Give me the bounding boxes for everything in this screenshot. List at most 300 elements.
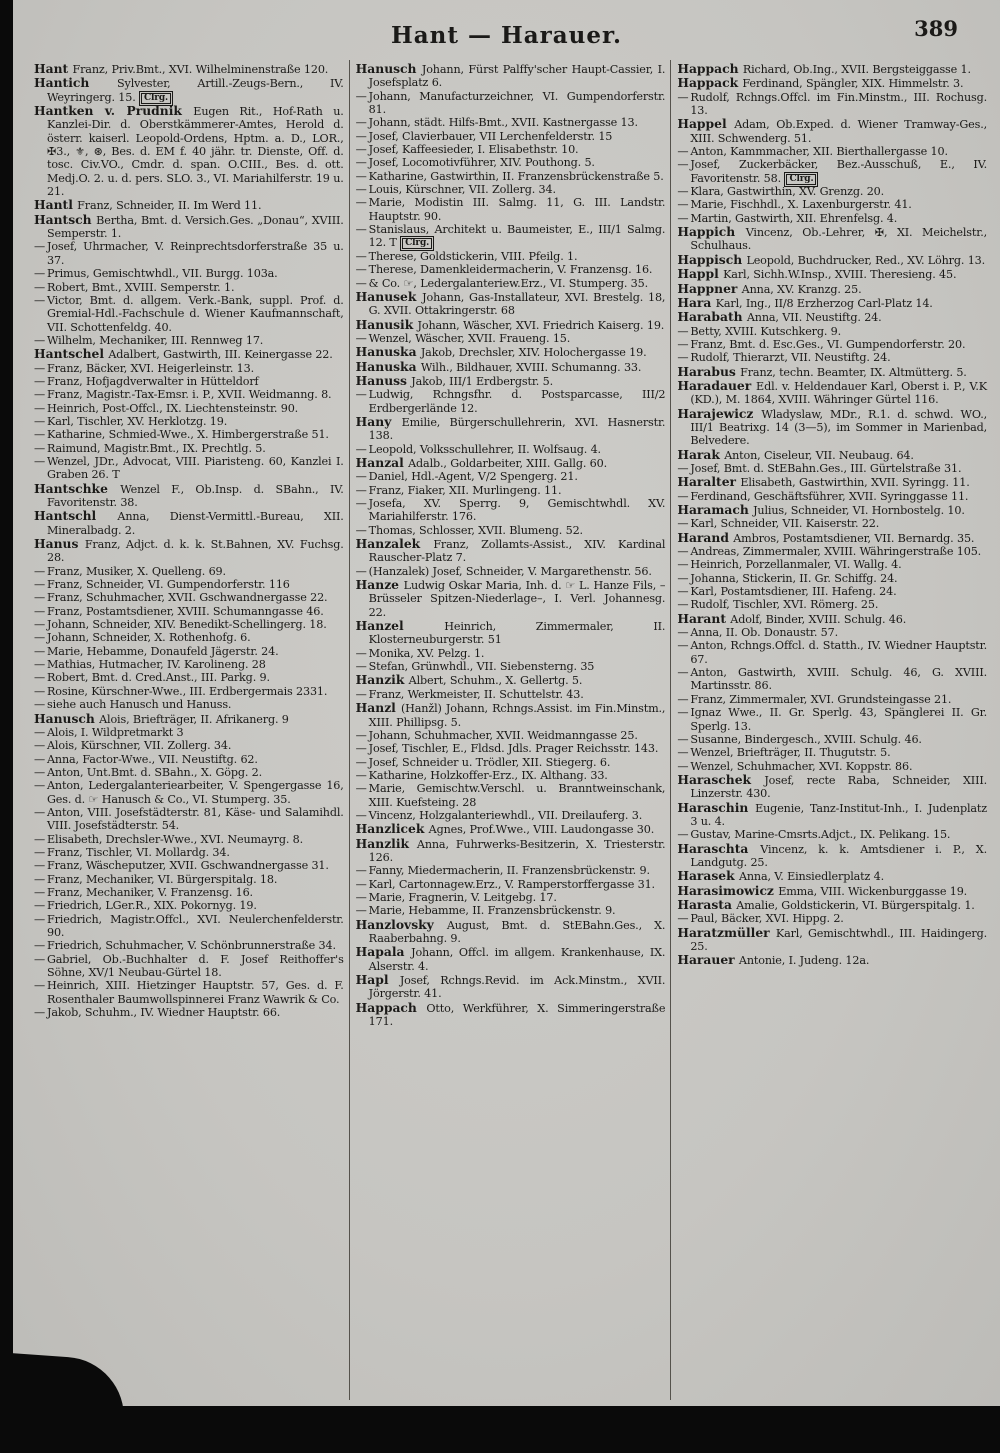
ditto-dash-marker: — — [677, 351, 689, 365]
directory-entry: —Josef, Zuckerbäcker, Bez.-Ausschuß, E., IV. Favoritenstr. 58. Clrg. — [677, 158, 988, 185]
directory-entry: —Therese, Goldstickerin, VIII. Pfeilg. 1. — [355, 249, 578, 263]
directory-entry: —Martin, Gastwirth, XII. Ehrenfelsg. 4. — [677, 211, 898, 225]
directory-entry: Hany Emilie, Bürgerschullehrerin, XVI. Hasnerstr. 138. — [355, 413, 666, 443]
entry-surname: Harasek — [677, 868, 739, 884]
directory-entry: —Karl, Tischler, XV. Herklotzg. 19. — [34, 414, 228, 428]
directory-entry: Hanuska Wilh., Bildhauer, XVIII. Schumanng. 33. — [355, 358, 642, 374]
entry-surname: Haralter — [677, 474, 741, 490]
ditto-dash-marker: — — [34, 832, 46, 846]
directory-entry: Hantschl Anna, Dienst-Vermittl.-Bureau, XII. Mineralbadg. 2. — [34, 508, 344, 537]
directory-entry: Haratzmüller Karl, Gemischtwhdl., III. Haidingerg. 25. — [677, 924, 988, 953]
entry-surname: Haratzmüller — [677, 924, 776, 940]
ditto-dash-marker: — — [34, 293, 46, 307]
directory-entry: Harand Ambros, Postamtsdiener, VII. Bernardg. 35. — [677, 529, 975, 545]
entry-surname: Hantschke — [34, 480, 121, 496]
ditto-dash-marker: — — [355, 687, 367, 701]
directory-entry: Hanzalek Franz, Zollamts-Assist., XIV. Kardinal Rauscher-Platz 7. — [355, 536, 666, 565]
directory-entry: Hanzlicek Agnes, Prof.Wwe., VIII. Laudongasse 30. — [355, 821, 655, 837]
directory-entry: —Franz, Werkmeister, II. Schuttelstr. 43. — [355, 687, 584, 701]
directory-entry: Harak Anton, Ciseleur, VII. Neubaug. 64. — [677, 446, 914, 462]
directory-entry: —Anton, VIII. Josefstädterstr. 81, Käse- und Salamihdl. VIII. Josefstädterstr. 54. — [34, 805, 344, 833]
directory-entry: Hanzl (Hanžl) Johann, Rchngs.Assist. im Fin.Minstm., XIII. Phillipsg. 5. — [355, 700, 666, 729]
ditto-dash-marker: — — [355, 223, 367, 237]
ditto-dash-marker: — — [355, 782, 367, 796]
ditto-dash-marker: — — [677, 461, 689, 475]
directory-entry: Happich Vincenz, Ob.-Lehrer, ✠, XI. Meichelstr., Schulhaus. — [677, 224, 988, 253]
ditto-dash-marker: — — [34, 564, 46, 578]
ditto-dash-marker: — — [355, 470, 367, 484]
ditto-dash-marker: — — [355, 331, 367, 345]
entry-surname: Harak — [677, 446, 725, 462]
page-header — [13, 0, 1000, 58]
directory-entry: —Josef, Bmt. d. StEBahn.Ges., III. Gürtelstraße 31. — [677, 461, 962, 475]
ditto-dash-marker: — — [34, 280, 46, 294]
directory-entry: —Jakob, Schuhm., IV. Wiedner Hauptstr. 66. — [34, 1006, 281, 1020]
entry-surname: Harabath — [677, 309, 747, 325]
directory-entry: —Anton, Rchngs.Offcl. d. Statth., IV. Wiedner Hauptstr. 67. — [677, 639, 988, 666]
directory-entry: Hantich Sylvester, Artill.-Zeugs-Bern., IV. Weyringerg. 15. Clrg. — [34, 75, 344, 104]
directory-entry: Hanusch Alois, Briefträger, II. Afrikanerg. 9 — [34, 710, 289, 726]
entry-surname: Harauer — [677, 952, 739, 968]
directory-entry: Happner Anna, XV. Kranzg. 25. — [677, 280, 862, 296]
column-1 — [28, 60, 349, 1400]
directory-entry: Happach Otto, Werkführer, X. Simmeringerstraße 171. — [355, 999, 666, 1029]
directory-entry: —Robert, Bmt., XVIII. Semperstr. 1. — [34, 280, 235, 294]
entry-surname: Hantschl — [34, 508, 118, 524]
ditto-dash-marker: — — [355, 755, 367, 769]
entry-surname: Happich — [677, 224, 746, 240]
ditto-dash-marker: — — [34, 388, 46, 402]
entry-surname: Harasta — [677, 896, 737, 912]
directory-entry: Hara Karl, Ing., II/8 Erzherzog Carl-Platz 14. — [677, 294, 933, 310]
directory-entry: —Josef, Schneider u. Trödler, XII. Stiegerg. 6. — [355, 755, 611, 769]
ditto-dash-marker: — — [677, 692, 689, 706]
ditto-dash-marker: — — [677, 185, 689, 199]
directory-entry: Hantsch Bertha, Bmt. d. Versich.Ges. „Donau“, XVIII. Semperstr. 1. — [34, 211, 344, 241]
ditto-dash-marker: — — [355, 89, 367, 103]
directory-entry: —Gabriel, Ob.-Buchhalter d. F. Josef Reithoffer's Söhne, XV/1 Neubau-Gürtel 18. — [34, 952, 344, 980]
ditto-dash-marker: — — [677, 598, 689, 612]
directory-entry: —Marie, Gemischtw.Verschl. u. Branntweinschank, XIII. Kuefsteing. 28 — [355, 782, 666, 809]
ditto-dash-marker: — — [677, 145, 689, 159]
directory-entry: Harasta Amalie, Goldstickerin, VI. Bürgerspitalg. 1. — [677, 896, 975, 912]
directory-entry: —siehe auch Hanusch und Hanuss. — [34, 698, 232, 712]
directory-entry: —Franz, Postamtsdiener, XVIII. Schumanngasse 46. — [34, 604, 324, 618]
ditto-dash-marker: — — [677, 585, 689, 599]
ditto-dash-marker: — — [355, 442, 367, 456]
ditto-dash-marker: — — [34, 952, 46, 966]
clrg-badge: Clrg. — [402, 238, 432, 249]
ditto-dash-marker: — — [677, 732, 689, 746]
entry-surname: Hanusek — [355, 288, 423, 304]
entry-surname: Happner — [677, 280, 742, 296]
entry-surname: Haraschta — [677, 840, 761, 856]
directory-entry: —Klara, Gastwirthin, XV. Grenzg. 20. — [677, 185, 885, 199]
ditto-dash-marker: — — [355, 388, 367, 402]
directory-entry: —Marie, Modistin III. Salmg. 11, G. III. Landstr. Hauptstr. 90. — [355, 196, 666, 223]
directory-entry: —Susanne, Bindergesch., XVIII. Schulg. 46. — [677, 732, 922, 746]
ditto-dash-marker: — — [677, 626, 689, 640]
directory-entry: Hanze Ludwig Oskar Maria, Inh. d. ☞ L. Hanze Fils, –Brüsseler Spitzen-Niederlage–, I. Verl. Johannesg. 22. — [355, 577, 666, 619]
ditto-dash-marker: — — [677, 489, 689, 503]
directory-entry: —Josef, Locomotivführer, XIV. Pouthong. 5. — [355, 156, 595, 170]
directory-entry: —Friedrich, LGer.R., XIX. Pokornyg. 19. — [34, 899, 257, 913]
directory-entry: —Ferdinand, Geschäftsführer, XVII. Syringgasse 11. — [677, 489, 969, 503]
ditto-dash-marker: — — [355, 196, 367, 210]
entry-surname: Hant — [34, 61, 73, 76]
ditto-dash-marker: — — [34, 899, 46, 913]
column-3 — [670, 60, 992, 1400]
directory-entry: —Vincenz, Holzgalanteriewhdl., VII. Dreilauferg. 3. — [355, 808, 643, 822]
ditto-dash-marker: — — [34, 578, 46, 592]
directory-entry: Haramach Julius, Schneider, VI. Hornbostelg. 10. — [677, 502, 965, 517]
directory-entry: —Franz, Fiaker, XII. Murlingeng. 11. — [355, 483, 562, 497]
entry-surname: Hanus — [34, 536, 85, 552]
directory-entry: —Wenzel, Briefträger, II. Thugutstr. 5. — [677, 746, 891, 760]
directory-entry: —Rudolf, Thierarzt, VII. Neustiftg. 24. — [677, 351, 891, 365]
ditto-dash-marker: — — [677, 337, 689, 351]
ditto-dash-marker: — — [677, 198, 689, 212]
directory-entry: —Rudolf, Tischler, XVI. Römerg. 25. — [677, 598, 879, 612]
directory-entry: —Victor, Bmt. d. allgem. Verk.-Bank, suppl. Prof. d. Gremial-Hdl.-Fachschule d. Wiener Kaufmannschaft, VII. Schottenfeldg. 40. — [34, 293, 344, 334]
directory-entry: —Franz, Schuhmacher, XVII. Gschwandnergasse 22. — [34, 591, 328, 605]
ditto-dash-marker: — — [355, 129, 367, 143]
ditto-dash-marker: — — [677, 706, 689, 720]
ditto-dash-marker: — — [34, 725, 46, 739]
directory-entry: —Josef, Uhrmacher, V. Reinprechtsdorferstraße 35 u. 37. — [34, 240, 344, 267]
entry-surname: Hanusik — [355, 316, 418, 332]
directory-entry: —& Co. ☞, Ledergalanteriew.Erz., VI. Stumperg. 35. — [355, 276, 648, 290]
directory-entry: —Franz, Wäscheputzer, XVII. Gschwandnergasse 31. — [34, 859, 329, 873]
ditto-dash-marker: — — [355, 249, 367, 263]
ditto-dash-marker: — — [355, 877, 367, 891]
directory-entry: —Thomas, Schlosser, XVII. Blumeng. 52. — [355, 523, 583, 537]
directory-entry: Hanzlovsky August, Bmt. d. StEBahn.Ges., X. Raaberbahng. 9. — [355, 916, 666, 945]
directory-entry: —Rudolf, Rchngs.Offcl. im Fin.Minstm., III. Rochusg. 13. — [677, 90, 988, 118]
entry-surname: Hanzel — [355, 618, 445, 634]
ditto-dash-marker: — — [677, 912, 689, 926]
ditto-dash-marker: — — [355, 143, 367, 157]
directory-entry: —Paul, Bäcker, XVI. Hippg. 2. — [677, 912, 844, 926]
ditto-dash-marker: — — [34, 401, 46, 415]
directory-entry: —Heinrich, Post-Offcl., IX. Liechtensteinstr. 90. — [34, 401, 299, 415]
ditto-dash-marker: — — [355, 646, 367, 660]
directory-entry: Hanuska Jakob, Drechsler, XIV. Holochergasse 19. — [355, 344, 647, 360]
directory-entry: Harabus Franz, techn. Beamter, IX. Altmütterg. 5. — [677, 363, 967, 379]
directory-entry: —Johann, Manufacturzeichner, VI. Gumpendorferstr. 81. — [355, 89, 666, 117]
directory-entry: —Franz, Musiker, X. Quelleng. 69. — [34, 564, 226, 578]
ditto-dash-marker: — — [34, 644, 46, 658]
ditto-dash-marker: — — [34, 267, 46, 281]
clrg-badge: Clrg. — [141, 93, 171, 104]
directory-entry: —Franz, Magistr.-Tax-Emsr. i. P., XVII. Weidmanng. 8. — [34, 388, 332, 402]
entry-surname: Harasimowicz — [677, 882, 779, 898]
directory-entry: —Rosine, Kürschner-Wwe., III. Erdbergermais 2331. — [34, 684, 328, 698]
directory-entry: —Stanislaus, Architekt u. Baumeister, E., III/1 Salmg. 12. T Clrg. — [355, 223, 666, 250]
ditto-dash-marker: — — [355, 890, 367, 904]
directory-entry: Harasek Anna, V. Einsiedlerplatz 4. — [677, 868, 885, 884]
entry-surname: Hapl — [355, 972, 400, 988]
directory-entry: —Heinrich, Porzellanmaler, VI. Wallg. 4. — [677, 558, 902, 572]
ditto-dash-marker: — — [34, 591, 46, 605]
entry-surname: Hanusch — [355, 61, 422, 76]
entry-surname: Hanzlovsky — [355, 916, 447, 932]
ditto-dash-marker: — — [34, 604, 46, 618]
directory-entry: —Ludwig, Rchngsfhr. d. Postsparcasse, III/2 Erdbergerlände 12. — [355, 388, 666, 415]
ditto-dash-marker: — — [355, 904, 367, 918]
ditto-dash-marker: — — [34, 805, 46, 819]
directory-entry: Hanusek Johann, Gas-Installateur, XVI. Brestelg. 18, G. XVII. Ottakringerstr. 68 — [355, 288, 666, 318]
entry-surname: Hantl — [34, 197, 78, 213]
ditto-dash-marker: — — [34, 631, 46, 645]
scan-bottom-edge — [0, 1406, 1000, 1453]
ditto-dash-marker: — — [677, 666, 689, 680]
entry-surname: Hanuska — [355, 344, 421, 360]
entry-surname: Hanuska — [355, 358, 421, 374]
ditto-dash-marker: — — [355, 728, 367, 742]
ditto-dash-marker: — — [34, 939, 46, 953]
directory-entry: —Wilhelm, Mechaniker, III. Rennweg 17. — [34, 333, 264, 347]
directory-entry: Hanusch Johann, Fürst Palffy'scher Haupt-Cassier, I. Josefsplatz 6. — [355, 61, 666, 90]
ditto-dash-marker: — — [34, 979, 46, 993]
ditto-dash-marker: — — [34, 428, 46, 442]
directory-entry: —Fanny, Miedermacherin, II. Franzensbrückenstr. 9. — [355, 864, 650, 878]
ditto-dash-marker: — — [34, 333, 46, 347]
entry-surname: Happel — [677, 116, 735, 132]
directory-entry: Hapl Josef, Rchngs.Revid. im Ack.Minstm., XVII. Jörgerstr. 41. — [355, 972, 666, 1001]
entry-surname: Harand — [677, 529, 734, 545]
ditto-dash-marker: — — [34, 441, 46, 455]
ditto-dash-marker: — — [355, 169, 367, 183]
directory-entry: —Franz, Zimmermaler, XVI. Grundsteingasse 21. — [677, 692, 952, 706]
ditto-dash-marker: — — [355, 742, 367, 756]
directory-entry: Hant Franz, Priv.Bmt., XVI. Wilhelminenstraße 120. — [34, 61, 329, 76]
ditto-dash-marker: — — [677, 545, 689, 559]
directory-entry: Harauer Antonie, I. Judeng. 12a. — [677, 952, 870, 968]
directory-entry: —Franz, Mechaniker, VI. Bürgerspitalg. 18. — [34, 872, 278, 886]
entry-surname: Hanzik — [355, 672, 409, 688]
directory-entry: —Therese, Damenkleidermacherin, V. Franzensg. 16. — [355, 263, 653, 277]
ditto-dash-marker: — — [34, 454, 46, 468]
directory-entry: —Friedrich, Magistr.Offcl., XVI. Neulerchenfelderstr. 90. — [34, 912, 344, 939]
ditto-dash-marker: — — [677, 211, 689, 225]
ditto-dash-marker: — — [355, 116, 367, 130]
ditto-dash-marker: — — [34, 658, 46, 672]
entry-surname: Hapala — [355, 944, 412, 960]
ditto-dash-marker: — — [355, 183, 367, 197]
ditto-dash-marker: — — [34, 1006, 46, 1020]
directory-entry: Hanusik Johann, Wäscher, XVI. Friedrich Kaiserg. 19. — [355, 316, 665, 332]
directory-entry: —Katharine, Schmied-Wwe., X. Himbergerstraße 51. — [34, 428, 329, 442]
ditto-dash-marker: — — [34, 885, 46, 899]
entry-surname: Hanzlicek — [355, 821, 429, 837]
directory-entry: —Wenzel, Schuhmacher, XVI. Koppstr. 86. — [677, 759, 913, 773]
directory-entry: —Gustav, Marine-Cmsrts.Adjct., IX. Pelikang. 15. — [677, 828, 951, 842]
directory-entry: —Wenzel, Wäscher, XVII. Fraueng. 15. — [355, 331, 571, 345]
directory-entry: —Marie, Hebamme, Donaufeld Jägerstr. 24. — [34, 644, 279, 658]
directory-entry: Hanzel Heinrich, Zimmermaler, II. Klosterneuburgerstr. 51 — [355, 618, 666, 647]
ditto-dash-marker: — — [34, 765, 46, 779]
directory-entry: Hapala Johann, Offcl. im allgem. Krankenhause, IX. Alserstr. 4. — [355, 944, 666, 973]
directory-entry: —Anna, II. Ob. Donaustr. 57. — [677, 626, 839, 640]
directory-entry: Hanzal Adalb., Goldarbeiter, XIII. Gallg. 60. — [355, 454, 608, 470]
directory-entry: —Franz, Mechaniker, V. Franzensg. 16. — [34, 885, 253, 899]
ditto-dash-marker: — — [34, 671, 46, 685]
ditto-dash-marker: — — [355, 768, 367, 782]
directory-entry: —Karl, Cartonnagew.Erz., V. Ramperstorffergasse 31. — [355, 877, 655, 891]
page-title: Hant — Harauer. — [390, 22, 623, 49]
directory-entry: Happack Ferdinand, Spängler, XIX. Himmelstr. 3. — [677, 75, 964, 91]
entry-surname: Hantken v. Prudnik — [34, 103, 194, 119]
directory-entry: —Josef, Clavierbauer, VII Lerchenfelderstr. 15 — [355, 129, 613, 143]
directory-entry: Haraschin Eugenie, Tanz-Institut-Inh., I. Judenplatz 3 u. 4. — [677, 799, 988, 828]
directory-entry: —Raimund, Magistr.Bmt., IX. Prechtlg. 5. — [34, 441, 266, 455]
directory-entry: —(Hanzalek) Josef, Schneider, V. Margarethenstr. 56. — [355, 564, 652, 578]
directory-entry: —Karl, Schneider, VII. Kaiserstr. 22. — [677, 517, 880, 531]
directory-entry: —Anton, Kammmacher, XII. Bierthallergasse 10. — [677, 145, 948, 159]
directory-entry: —Leopold, Volksschullehrer, II. Wolfsaug. 4. — [355, 442, 601, 456]
directory-entry: Hantschel Adalbert, Gastwirth, III. Keinergasse 22. — [34, 346, 333, 362]
directory-page — [13, 0, 1000, 1406]
directory-entry: Haradauer Edl. v. Heldendauer Karl, Oberst i. P., V.K (KD.), M. 1864, XVIII. Währinger Gürtel 116. — [677, 377, 988, 407]
directory-entry: Hantschke Wenzel F., Ob.Insp. d. SBahn., IV. Favoritenstr. 38. — [34, 480, 344, 509]
scan-left-edge — [0, 0, 13, 1453]
directory-entry: —Franz, Tischler, VI. Mollardg. 34. — [34, 845, 230, 859]
ditto-dash-marker: — — [355, 564, 367, 578]
directory-entry: —Stefan, Grünwhdl., VII. Siebensterng. 35 — [355, 660, 595, 674]
directory-entry: Hantken v. Prudnik Eugen Rit., Hof-Rath u. Kanzlei-Dir. d. Oberstkämmerer-Amtes, Herold d. österr. kaiserl. Leopold-Ordens, Hptm. a. D., LOR., ✠3., ⚜, ⊛, Bes. d. EM f. 40 jähr. tr. Dienste, Off. d. tosc. Civ.VO., Cmdr. d. span. O.CIII., Bes. d. ott. Medj.O. 2. u. d. pers. SLO. 3., VI. Mariahilferstr. 19 u. 21. — [34, 103, 344, 199]
entry-surname: Hanusch — [34, 710, 100, 726]
entry-surname: Happl — [677, 266, 724, 282]
directory-entry: —Anton, Unt.Bmt. d. SBahn., X. Göpg. 2. — [34, 765, 263, 779]
entry-surname: Hantsch — [34, 211, 97, 227]
ditto-dash-marker: — — [355, 808, 367, 822]
entry-surname: Hanuss — [355, 372, 412, 388]
directory-entry: —Elisabeth, Drechsler-Wwe., XVI. Neumayrg. 8. — [34, 832, 304, 846]
ditto-dash-marker: — — [34, 872, 46, 886]
entry-surname: Hanzl — [355, 700, 401, 716]
entry-surname: Haraschin — [677, 799, 756, 815]
directory-entry: —Katharine, Gastwirthin, II. Franzensbrückenstraße 5. — [355, 169, 664, 183]
directory-entry: —Anna, Factor-Wwe., VII. Neustiftg. 62. — [34, 752, 258, 766]
directory-entry: —Katharine, Holzkoffer-Erz., IX. Althang. 33. — [355, 768, 608, 782]
directory-entry: Haralter Elisabeth, Gastwirthin, XVII. Syringg. 11. — [677, 474, 970, 490]
ditto-dash-marker: — — [34, 684, 46, 698]
directory-entry: —Franz, Bäcker, XVI. Heigerleinstr. 13. — [34, 361, 254, 375]
directory-entry: —Alois, Kürschner, VII. Zollerg. 34. — [34, 739, 232, 753]
entry-surname: Hanzalek — [355, 536, 434, 552]
entry-surname: Happach — [355, 999, 427, 1015]
ditto-dash-marker: — — [677, 158, 689, 172]
ditto-dash-marker: — — [34, 414, 46, 428]
directory-entry: Haraschta Vincenz, k. k. Amtsdiener i. P., X. Landgutg. 25. — [677, 840, 988, 869]
directory-entry: —Robert, Bmt. d. Cred.Anst., III. Parkg. 9. — [34, 671, 270, 685]
directory-entry: —Johann, Schneider, XIV. Benedikt-Schellingerg. 18. — [34, 618, 327, 632]
directory-entry: —Marie, Fragnerin, V. Leitgebg. 17. — [355, 890, 557, 904]
directory-entry: —Louis, Kürschner, VII. Zollerg. 34. — [355, 183, 556, 197]
ditto-dash-marker: — — [34, 752, 46, 766]
directory-entry: —Karl, Postamtsdiener, III. Hafeng. 24. — [677, 585, 897, 599]
ditto-dash-marker: — — [355, 483, 367, 497]
directory-entry: —Betty, XVIII. Kutschkerg. 9. — [677, 324, 842, 338]
directory-entry: —Andreas, Zimmermaler, XVIII. Währingerstraße 105. — [677, 545, 982, 559]
directory-entry: —Franz, Bmt. d. Esc.Ges., VI. Gumpendorferstr. 20. — [677, 337, 966, 351]
ditto-dash-marker: — — [355, 660, 367, 674]
entry-surname: Happack — [677, 75, 743, 91]
ditto-dash-marker: — — [355, 497, 367, 510]
directory-entry: Harant Adolf, Binder, XVIII. Schulg. 46. — [677, 610, 907, 626]
directory-entry: —Franz, Schneider, VI. Gumpendorferstr. 116 — [34, 578, 290, 592]
ditto-dash-marker: — — [34, 361, 46, 375]
directory-entry: Happl Karl, Sichh.W.Insp., XVIII. Theresieng. 45. — [677, 266, 957, 282]
entry-surname: Hanzlik — [355, 835, 417, 851]
ditto-dash-marker: — — [34, 739, 46, 753]
entry-surname: Harajewicz — [677, 405, 762, 421]
directory-entry: Hanzlik Anna, Fuhrwerks-Besitzerin, X. Triesterstr. 126. — [355, 835, 666, 864]
directory-entry: —Marie, Fischhdl., X. Laxenburgerstr. 41. — [677, 198, 912, 212]
directory-entry: —Primus, Gemischtwhdl., VII. Burgg. 103a. — [34, 267, 278, 281]
clrg-badge: Clrg. — [786, 174, 816, 185]
directory-entry: Haraschek Josef, recte Raba, Schneider, XIII. Linzerstr. 430. — [677, 771, 988, 801]
directory-entry: Harabath Anna, VII. Neustiftg. 24. — [677, 309, 882, 325]
entry-surname: Hara — [677, 294, 716, 310]
ditto-dash-marker: — — [355, 263, 367, 277]
ditto-dash-marker: — — [355, 156, 367, 170]
ditto-dash-marker: — — [677, 759, 689, 773]
directory-entry: —Johann, Schneider, X. Rothenhofg. 6. — [34, 631, 251, 645]
directory-entry: —Marie, Hebamme, II. Franzensbrückenstr. 9. — [355, 904, 616, 918]
directory-entry: —Josefa, XV. Sperrg. 9, Gemischtwhdl. XV. Mariahilferstr. 176. — [355, 497, 666, 524]
directory-entry: —Johann, Schuhmacher, XVII. Weidmanngasse 25. — [355, 728, 638, 742]
ditto-dash-marker: — — [677, 639, 689, 653]
ditto-dash-marker: — — [34, 374, 46, 388]
entry-surname: Happisch — [677, 251, 747, 267]
column-container — [28, 60, 992, 1400]
directory-entry: —Anton, Gastwirth, XVIII. Schulg. 46, G. XVIII. Martinsstr. 86. — [677, 666, 988, 693]
ditto-dash-marker: — — [355, 276, 367, 290]
ditto-dash-marker: — — [677, 90, 689, 104]
ditto-dash-marker: — — [34, 779, 46, 793]
entry-surname: Hantich — [34, 75, 118, 91]
directory-entry: —Monika, XV. Pelzg. 1. — [355, 646, 485, 660]
ditto-dash-marker: — — [34, 698, 46, 712]
entry-surname: Haramach — [677, 502, 754, 517]
page-number: 389 — [914, 16, 958, 41]
directory-entry: —Anton, Ledergalanteriearbeiter, V. Spengergasse 16, Ges. d. ☞ Hanusch & Co., VI. Stumperg. 35. — [34, 779, 344, 806]
directory-entry: Hantl Franz, Schneider, II. Im Werd 11. — [34, 197, 262, 213]
column-2 — [349, 60, 671, 1400]
ditto-dash-marker: — — [677, 558, 689, 572]
entry-surname: Harant — [677, 610, 731, 626]
ditto-dash-marker: — — [34, 912, 46, 926]
ditto-dash-marker: — — [34, 859, 46, 873]
directory-entry: Happisch Leopold, Buchdrucker, Red., XV. Löhrg. 13. — [677, 251, 986, 267]
directory-entry: Harasimowicz Emma, VIII. Wickenburggasse 19. — [677, 882, 968, 898]
directory-entry: Happel Adam, Ob.Exped. d. Wiener Tramway-Ges., XIII. Schwenderg. 51. — [677, 116, 988, 145]
directory-entry: —Josef, Kaffeesieder, I. Elisabethstr. 10. — [355, 143, 579, 157]
directory-entry: —Johanna, Stickerin, II. Gr. Schiffg. 24. — [677, 571, 898, 585]
directory-entry: —Josef, Tischler, E., Fldsd. Jdls. Prager Reichsstr. 143. — [355, 742, 659, 756]
ditto-dash-marker: — — [355, 523, 367, 537]
directory-entry: —Mathias, Hutmacher, IV. Karolineng. 28 — [34, 658, 266, 672]
directory-entry: Hanzik Albert, Schuhm., X. Gellertg. 5. — [355, 672, 583, 688]
directory-entry: —Friedrich, Schuhmacher, V. Schönbrunnerstraße 34. — [34, 939, 336, 953]
directory-entry: —Heinrich, XIII. Hietzinger Hauptstr. 57, Ges. d. F. Rosenthaler Baumwollspinnerei Franz Wawrik & Co. — [34, 979, 344, 1006]
entry-surname: Hantschel — [34, 346, 109, 362]
directory-entry: —Ignaz Wwe., II. Gr. Sperlg. 43, Spänglerei II. Gr. Sperlg. 13. — [677, 706, 988, 733]
directory-entry: —Johann, städt. Hilfs-Bmt., XVII. Kastnergasse 13. — [355, 116, 638, 130]
entry-surname: Hany — [355, 413, 402, 429]
